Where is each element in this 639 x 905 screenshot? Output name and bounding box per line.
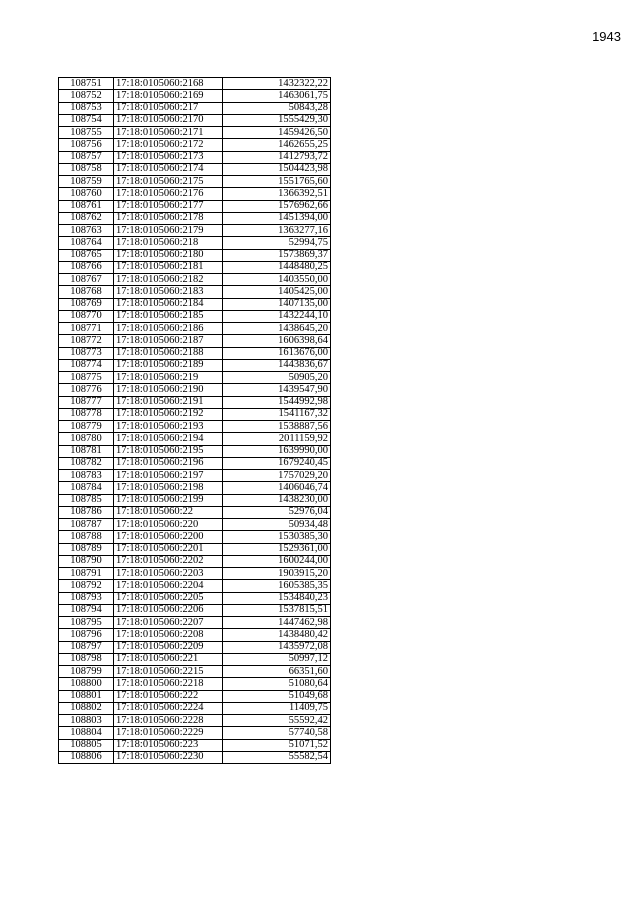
row-number-cell: 108771 bbox=[59, 323, 114, 335]
table-row bbox=[59, 678, 331, 690]
row-number-cell: 108777 bbox=[59, 396, 114, 408]
row-number-cell: 108760 bbox=[59, 188, 114, 200]
table-row bbox=[59, 163, 331, 175]
cadastral-value-cell: 1438480,42 bbox=[223, 629, 331, 641]
cadastral-value-cell: 1679240,45 bbox=[223, 457, 331, 469]
row-number-cell: 108775 bbox=[59, 372, 114, 384]
cadastral-value-cell: 1606398,64 bbox=[223, 335, 331, 347]
table-row bbox=[59, 372, 331, 384]
table-row bbox=[59, 249, 331, 261]
table-row bbox=[59, 702, 331, 714]
row-number-cell: 108801 bbox=[59, 690, 114, 702]
row-number-cell: 108769 bbox=[59, 298, 114, 310]
row-number-cell: 108752 bbox=[59, 90, 114, 102]
cadastral-value-cell: 52994,75 bbox=[223, 237, 331, 249]
cadastral-value-cell: 1443836,67 bbox=[223, 359, 331, 371]
table-row bbox=[59, 494, 331, 506]
cadastral-number-cell: 17:18:0105060:2186 bbox=[114, 323, 223, 335]
cadastral-number-cell: 17:18:0105060:2193 bbox=[114, 421, 223, 433]
row-number-cell: 108789 bbox=[59, 543, 114, 555]
row-number-cell: 108806 bbox=[59, 751, 114, 763]
cadastral-number-cell: 17:18:0105060:219 bbox=[114, 372, 223, 384]
cadastral-number-cell: 17:18:0105060:2171 bbox=[114, 127, 223, 139]
cadastral-number-cell: 17:18:0105060:2195 bbox=[114, 445, 223, 457]
table-row bbox=[59, 445, 331, 457]
cadastral-value-cell: 1405425,00 bbox=[223, 286, 331, 298]
row-number-cell: 108761 bbox=[59, 200, 114, 212]
table-row bbox=[59, 751, 331, 763]
row-number-cell: 108764 bbox=[59, 237, 114, 249]
table-row bbox=[59, 286, 331, 298]
table-row bbox=[59, 359, 331, 371]
cadastral-number-cell: 17:18:0105060:2207 bbox=[114, 617, 223, 629]
cadastral-value-cell: 1366392,51 bbox=[223, 188, 331, 200]
table-row bbox=[59, 261, 331, 273]
table-row bbox=[59, 727, 331, 739]
cadastral-number-cell: 17:18:0105060:220 bbox=[114, 519, 223, 531]
cadastral-value-cell: 2011159,92 bbox=[223, 433, 331, 445]
row-number-cell: 108751 bbox=[59, 78, 114, 90]
cadastral-number-cell: 17:18:0105060:2230 bbox=[114, 751, 223, 763]
row-number-cell: 108792 bbox=[59, 580, 114, 592]
cadastral-value-cell: 51049,68 bbox=[223, 690, 331, 702]
cadastral-number-cell: 17:18:0105060:2185 bbox=[114, 310, 223, 322]
cadastral-value-cell: 1448480,25 bbox=[223, 261, 331, 273]
table-row bbox=[59, 102, 331, 114]
cadastral-value-cell: 1576962,66 bbox=[223, 200, 331, 212]
row-number-cell: 108755 bbox=[59, 127, 114, 139]
cadastral-number-cell: 17:18:0105060:2215 bbox=[114, 666, 223, 678]
row-number-cell: 108766 bbox=[59, 261, 114, 273]
cadastral-number-cell: 17:18:0105060:2175 bbox=[114, 176, 223, 188]
cadastral-value-cell: 1529361,00 bbox=[223, 543, 331, 555]
cadastral-value-cell: 1555429,30 bbox=[223, 114, 331, 126]
row-number-cell: 108776 bbox=[59, 384, 114, 396]
row-number-cell: 108753 bbox=[59, 102, 114, 114]
table-row bbox=[59, 188, 331, 200]
table-row bbox=[59, 274, 331, 286]
table-row bbox=[59, 127, 331, 139]
cadastral-value-cell: 55582,54 bbox=[223, 751, 331, 763]
row-number-cell: 108781 bbox=[59, 445, 114, 457]
table-row bbox=[59, 114, 331, 126]
cadastral-number-cell: 17:18:0105060:2178 bbox=[114, 212, 223, 224]
row-number-cell: 108804 bbox=[59, 727, 114, 739]
table-row bbox=[59, 482, 331, 494]
cadastral-value-cell: 1537815,51 bbox=[223, 604, 331, 616]
cadastral-value-cell: 1538887,56 bbox=[223, 421, 331, 433]
table-row bbox=[59, 323, 331, 335]
table-row bbox=[59, 519, 331, 531]
table-row bbox=[59, 653, 331, 665]
cadastral-value-cell: 1530385,30 bbox=[223, 531, 331, 543]
row-number-cell: 108785 bbox=[59, 494, 114, 506]
row-number-cell: 108794 bbox=[59, 604, 114, 616]
table-row bbox=[59, 457, 331, 469]
table-row bbox=[59, 396, 331, 408]
cadastral-number-cell: 17:18:0105060:222 bbox=[114, 690, 223, 702]
table-row bbox=[59, 580, 331, 592]
row-number-cell: 108768 bbox=[59, 286, 114, 298]
row-number-cell: 108786 bbox=[59, 506, 114, 518]
cadastral-value-cell: 1412793,72 bbox=[223, 151, 331, 163]
cadastral-value-table bbox=[58, 77, 331, 764]
cadastral-value-cell: 1903915,20 bbox=[223, 568, 331, 580]
cadastral-number-cell: 17:18:0105060:2179 bbox=[114, 225, 223, 237]
table-row bbox=[59, 531, 331, 543]
table-row bbox=[59, 335, 331, 347]
row-number-cell: 108772 bbox=[59, 335, 114, 347]
cadastral-number-cell: 17:18:0105060:2172 bbox=[114, 139, 223, 151]
row-number-cell: 108802 bbox=[59, 702, 114, 714]
cadastral-number-cell: 17:18:0105060:2173 bbox=[114, 151, 223, 163]
table-row bbox=[59, 592, 331, 604]
row-number-cell: 108754 bbox=[59, 114, 114, 126]
table-row bbox=[59, 90, 331, 102]
table-row bbox=[59, 212, 331, 224]
cadastral-number-cell: 17:18:0105060:2204 bbox=[114, 580, 223, 592]
table-row bbox=[59, 225, 331, 237]
cadastral-value-cell: 50934,48 bbox=[223, 519, 331, 531]
row-number-cell: 108770 bbox=[59, 310, 114, 322]
cadastral-number-cell: 17:18:0105060:2209 bbox=[114, 641, 223, 653]
row-number-cell: 108798 bbox=[59, 653, 114, 665]
table-row bbox=[59, 739, 331, 751]
table-row bbox=[59, 310, 331, 322]
cadastral-value-cell: 1757029,20 bbox=[223, 470, 331, 482]
cadastral-number-cell: 17:18:0105060:2191 bbox=[114, 396, 223, 408]
cadastral-value-cell: 50997,12 bbox=[223, 653, 331, 665]
cadastral-value-cell: 1438230,00 bbox=[223, 494, 331, 506]
cadastral-number-cell: 17:18:0105060:2177 bbox=[114, 200, 223, 212]
table-row bbox=[59, 139, 331, 151]
row-number-cell: 108799 bbox=[59, 666, 114, 678]
cadastral-number-cell: 17:18:0105060:2169 bbox=[114, 90, 223, 102]
table-row bbox=[59, 666, 331, 678]
row-number-cell: 108765 bbox=[59, 249, 114, 261]
cadastral-value-cell: 1403550,00 bbox=[223, 274, 331, 286]
row-number-cell: 108790 bbox=[59, 555, 114, 567]
cadastral-number-cell: 17:18:0105060:2228 bbox=[114, 715, 223, 727]
cadastral-value-cell: 1432322,22 bbox=[223, 78, 331, 90]
row-number-cell: 108787 bbox=[59, 519, 114, 531]
table-row bbox=[59, 433, 331, 445]
table-row bbox=[59, 506, 331, 518]
table-row bbox=[59, 470, 331, 482]
cadastral-value-cell: 1407135,00 bbox=[223, 298, 331, 310]
cadastral-value-cell: 1463061,75 bbox=[223, 90, 331, 102]
table-row bbox=[59, 568, 331, 580]
cadastral-number-cell: 17:18:0105060:217 bbox=[114, 102, 223, 114]
cadastral-number-cell: 17:18:0105060:2183 bbox=[114, 286, 223, 298]
cadastral-number-cell: 17:18:0105060:2201 bbox=[114, 543, 223, 555]
cadastral-value-cell: 51071,52 bbox=[223, 739, 331, 751]
cadastral-number-cell: 17:18:0105060:223 bbox=[114, 739, 223, 751]
cadastral-value-cell: 1438645,20 bbox=[223, 323, 331, 335]
cadastral-value-cell: 1462655,25 bbox=[223, 139, 331, 151]
cadastral-value-cell: 1363277,16 bbox=[223, 225, 331, 237]
cadastral-number-cell: 17:18:0105060:2206 bbox=[114, 604, 223, 616]
cadastral-value-cell: 1605385,35 bbox=[223, 580, 331, 592]
row-number-cell: 108797 bbox=[59, 641, 114, 653]
cadastral-number-cell: 17:18:0105060:2196 bbox=[114, 457, 223, 469]
cadastral-value-cell: 1504423,98 bbox=[223, 163, 331, 175]
row-number-cell: 108780 bbox=[59, 433, 114, 445]
table-row bbox=[59, 200, 331, 212]
table-row bbox=[59, 408, 331, 420]
row-number-cell: 108796 bbox=[59, 629, 114, 641]
cadastral-number-cell: 17:18:0105060:2202 bbox=[114, 555, 223, 567]
cadastral-value-cell: 1600244,00 bbox=[223, 555, 331, 567]
cadastral-number-cell: 17:18:0105060:2197 bbox=[114, 470, 223, 482]
cadastral-number-cell: 17:18:0105060:22 bbox=[114, 506, 223, 518]
cadastral-number-cell: 17:18:0105060:2184 bbox=[114, 298, 223, 310]
cadastral-number-cell: 17:18:0105060:2199 bbox=[114, 494, 223, 506]
cadastral-number-cell: 17:18:0105060:2189 bbox=[114, 359, 223, 371]
cadastral-number-cell: 17:18:0105060:2174 bbox=[114, 163, 223, 175]
cadastral-value-cell: 1432244,10 bbox=[223, 310, 331, 322]
page-number: 1943 bbox=[592, 29, 621, 44]
table-row bbox=[59, 298, 331, 310]
cadastral-value-cell: 1435972,08 bbox=[223, 641, 331, 653]
cadastral-value-cell: 57740,58 bbox=[223, 727, 331, 739]
cadastral-number-cell: 17:18:0105060:2176 bbox=[114, 188, 223, 200]
cadastral-value-cell: 1551765,60 bbox=[223, 176, 331, 188]
cadastral-number-cell: 17:18:0105060:2229 bbox=[114, 727, 223, 739]
cadastral-value-cell: 1459426,50 bbox=[223, 127, 331, 139]
row-number-cell: 108779 bbox=[59, 421, 114, 433]
cadastral-number-cell: 17:18:0105060:2168 bbox=[114, 78, 223, 90]
cadastral-number-cell: 17:18:0105060:2194 bbox=[114, 433, 223, 445]
cadastral-value-cell: 1447462,98 bbox=[223, 617, 331, 629]
table-row bbox=[59, 176, 331, 188]
cadastral-value-cell: 1544992,98 bbox=[223, 396, 331, 408]
cadastral-number-cell: 17:18:0105060:2188 bbox=[114, 347, 223, 359]
cadastral-number-cell: 17:18:0105060:221 bbox=[114, 653, 223, 665]
table-row bbox=[59, 604, 331, 616]
row-number-cell: 108767 bbox=[59, 274, 114, 286]
table-row bbox=[59, 384, 331, 396]
cadastral-value-cell: 55592,42 bbox=[223, 715, 331, 727]
row-number-cell: 108756 bbox=[59, 139, 114, 151]
row-number-cell: 108793 bbox=[59, 592, 114, 604]
row-number-cell: 108782 bbox=[59, 457, 114, 469]
row-number-cell: 108795 bbox=[59, 617, 114, 629]
row-number-cell: 108763 bbox=[59, 225, 114, 237]
table-row bbox=[59, 629, 331, 641]
row-number-cell: 108762 bbox=[59, 212, 114, 224]
cadastral-value-cell: 1573869,37 bbox=[223, 249, 331, 261]
table-row bbox=[59, 347, 331, 359]
cadastral-value-cell: 1541167,32 bbox=[223, 408, 331, 420]
cadastral-number-cell: 17:18:0105060:2224 bbox=[114, 702, 223, 714]
row-number-cell: 108803 bbox=[59, 715, 114, 727]
cadastral-number-cell: 17:18:0105060:2203 bbox=[114, 568, 223, 580]
cadastral-number-cell: 17:18:0105060:2170 bbox=[114, 114, 223, 126]
row-number-cell: 108784 bbox=[59, 482, 114, 494]
table-row bbox=[59, 151, 331, 163]
cadastral-number-cell: 17:18:0105060:218 bbox=[114, 237, 223, 249]
row-number-cell: 108791 bbox=[59, 568, 114, 580]
row-number-cell: 108759 bbox=[59, 176, 114, 188]
cadastral-value-cell: 50905,20 bbox=[223, 372, 331, 384]
cadastral-number-cell: 17:18:0105060:2198 bbox=[114, 482, 223, 494]
cadastral-value-cell: 1451394,00 bbox=[223, 212, 331, 224]
table-body bbox=[59, 78, 331, 764]
cadastral-value-cell: 66351,60 bbox=[223, 666, 331, 678]
table-row bbox=[59, 617, 331, 629]
table-row bbox=[59, 543, 331, 555]
row-number-cell: 108757 bbox=[59, 151, 114, 163]
cadastral-value-cell: 1613676,00 bbox=[223, 347, 331, 359]
cadastral-value-cell: 1534840,23 bbox=[223, 592, 331, 604]
cadastral-number-cell: 17:18:0105060:2192 bbox=[114, 408, 223, 420]
cadastral-value-cell: 1639990,00 bbox=[223, 445, 331, 457]
row-number-cell: 108778 bbox=[59, 408, 114, 420]
table-row bbox=[59, 715, 331, 727]
cadastral-number-cell: 17:18:0105060:2190 bbox=[114, 384, 223, 396]
cadastral-number-cell: 17:18:0105060:2180 bbox=[114, 249, 223, 261]
row-number-cell: 108773 bbox=[59, 347, 114, 359]
cadastral-value-cell: 11409,75 bbox=[223, 702, 331, 714]
row-number-cell: 108788 bbox=[59, 531, 114, 543]
cadastral-value-cell: 1439547,90 bbox=[223, 384, 331, 396]
cadastral-value-cell: 52976,04 bbox=[223, 506, 331, 518]
row-number-cell: 108783 bbox=[59, 470, 114, 482]
cadastral-number-cell: 17:18:0105060:2181 bbox=[114, 261, 223, 273]
table-row bbox=[59, 78, 331, 90]
cadastral-value-cell: 51080,64 bbox=[223, 678, 331, 690]
table-row bbox=[59, 421, 331, 433]
cadastral-number-cell: 17:18:0105060:2182 bbox=[114, 274, 223, 286]
row-number-cell: 108805 bbox=[59, 739, 114, 751]
cadastral-value-cell: 1406046,74 bbox=[223, 482, 331, 494]
cadastral-number-cell: 17:18:0105060:2200 bbox=[114, 531, 223, 543]
table-row bbox=[59, 237, 331, 249]
cadastral-number-cell: 17:18:0105060:2205 bbox=[114, 592, 223, 604]
table-row bbox=[59, 641, 331, 653]
row-number-cell: 108774 bbox=[59, 359, 114, 371]
row-number-cell: 108800 bbox=[59, 678, 114, 690]
table-row bbox=[59, 690, 331, 702]
cadastral-number-cell: 17:18:0105060:2218 bbox=[114, 678, 223, 690]
cadastral-value-cell: 50843,28 bbox=[223, 102, 331, 114]
cadastral-number-cell: 17:18:0105060:2208 bbox=[114, 629, 223, 641]
row-number-cell: 108758 bbox=[59, 163, 114, 175]
table-row bbox=[59, 555, 331, 567]
cadastral-number-cell: 17:18:0105060:2187 bbox=[114, 335, 223, 347]
